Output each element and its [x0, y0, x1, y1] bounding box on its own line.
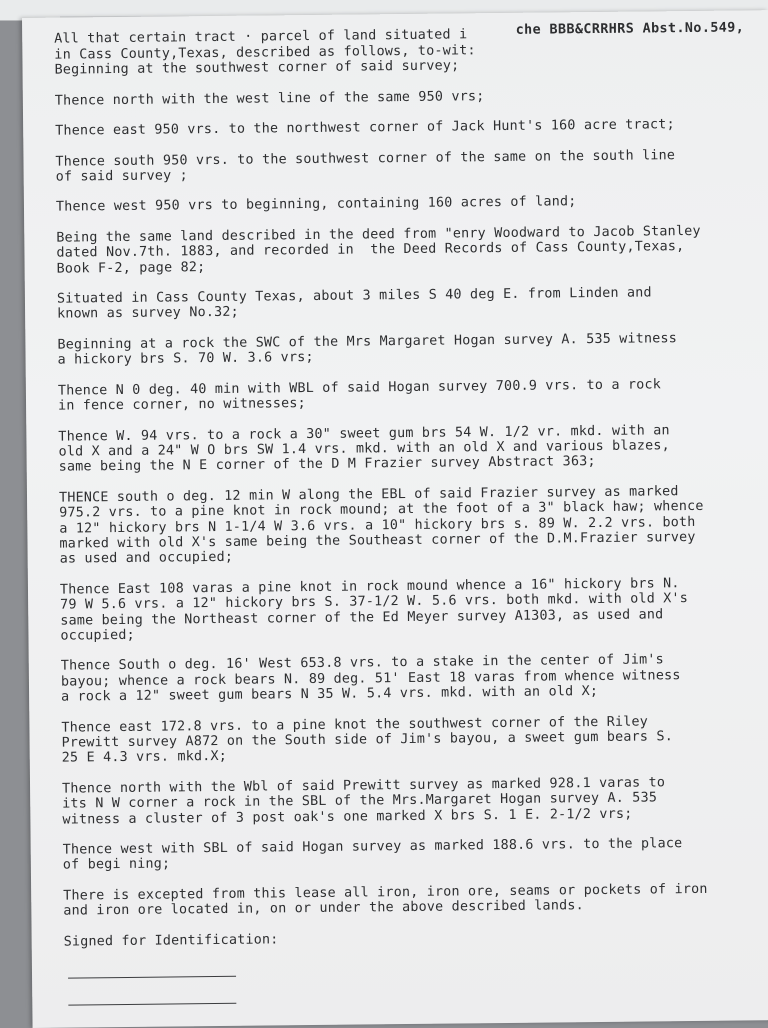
signature-line [68, 1003, 236, 1006]
text-line: a hickory brs S. 70 W. 3.6 vrs; [57, 350, 314, 368]
text-line: Prewitt survey A872 on the South side of Jim's bayou, a sweet gum bears S. [61, 729, 674, 751]
signed-label: Signed for Identification: [63, 932, 279, 950]
paragraph [56, 223, 746, 276]
paragraphs [54, 40, 753, 919]
text-line: bayou; whence a rock bears N. 89 deg. 51' East 18 varas from whence witness [60, 667, 681, 690]
text-line: a 12" hickory brs N 1-1/4 W 3.6 vrs. a 10" hickory brs s. 89 W. 2.2 vrs. both [59, 514, 696, 537]
paragraph [55, 86, 745, 109]
text-line: Thence north with the west line of the same 950 vrs; [54, 88, 485, 109]
text-line: dated Nov.7th. 1883, and recorded in the Deed Records of Cass County,Texas, [56, 239, 685, 261]
paragraph [57, 330, 747, 368]
text-line: same being the N E corner of the D M Frazier survey Abstract 363; [58, 454, 596, 475]
text-line: marked with old X's same being the Southeast corner of the D.M.Frazier survey [59, 529, 696, 552]
text-line: in Cass County,Texas, described as follows, to-wit: [54, 43, 476, 63]
text-line: 79 W 5.6 vrs. a 12" hickory brs S. 37-1/2 W. 5.6 vrs. both mkd. with old X's [60, 591, 689, 613]
text-line: Thence N 0 deg. 40 min with WBL of said Hogan survey 700.9 vrs. to a rock [57, 377, 662, 399]
text-line: and iron ore located in, on or under the above described lands. [63, 898, 584, 919]
paragraph [60, 575, 751, 644]
text-line: of begi ning; [62, 856, 171, 874]
paragraph [59, 483, 750, 567]
paragraph [58, 376, 748, 414]
text-line: Being the same land described in the deed from "enry Woodward to Jacob Stanley [56, 223, 701, 246]
text-line: Thence south 950 vrs. to the southwest corner of the same on the south line [55, 147, 676, 170]
text-line: its N W corner a rock in the SBL of the Mrs.Margaret Hogan survey A. 535 [62, 790, 658, 812]
header-text-left: All that certain tract · parcel of land situated i [54, 27, 468, 47]
text-line: Situated in Cass County Texas, about 3 miles S 40 deg E. from Linden and [56, 285, 652, 307]
text-line: occupied; [60, 627, 135, 644]
abstract-number: che BBB&CRRHRS Abst.No.549, [515, 20, 745, 38]
paragraph [61, 713, 751, 766]
paragraph [63, 835, 753, 873]
text-line: Thence west with SBL of said Hogan survey as marked 188.6 vrs. to the place [62, 836, 683, 858]
text-line: Thence South o deg. 16' West 653.8 vrs. to a stake in the center of Jim's [60, 652, 664, 675]
text-line: a rock a 12" sweet gum bears N 35 W. 5.4 vrs. mkd. with an old X; [61, 684, 599, 705]
legal-description [54, 20, 754, 1005]
text-line: known as survey No.32; [57, 305, 239, 323]
paragraph [62, 774, 752, 827]
text-line: Beginning at a rock the SWC of the Mrs Margaret Hogan survey A. 535 witness [57, 331, 678, 353]
text-line: Thence west 950 vrs to beginning, containing 160 acres of land; [55, 194, 577, 216]
document-page [22, 10, 768, 1028]
text-line: Book F-2, page 82; [56, 259, 206, 277]
text-line: old X and a 24" W O brs SW 1.4 vrs. mkd. with an old X and various blazes, [58, 438, 670, 460]
paragraph [57, 284, 747, 322]
text-line: There is excepted from this lease all iron, iron ore, seams or pockets of iron [63, 881, 708, 904]
paragraph [63, 881, 753, 919]
paragraph [55, 147, 745, 185]
paragraph [58, 422, 748, 475]
text-line: Thence W. 94 vrs. to a rock a 30" sweet gum brs 54 W. 1/2 vr. mkd. with an [58, 422, 670, 445]
signature-line [68, 976, 236, 979]
paragraph [55, 117, 745, 140]
text-line: Thence east 950 vrs. to the northwest corner of Jack Hunt's 160 acre tract; [55, 117, 675, 139]
text-line: THENCE south o deg. 12 min W along the EBL of said Frazier survey as marked [58, 483, 679, 506]
text-line: Thence east 172.8 vrs. to a pine knot the southwest corner of the Riley [61, 714, 649, 736]
paragraph [61, 652, 751, 705]
text-line: as used and occupied; [59, 550, 234, 567]
text-line: witness a cluster of 3 post oak's one marked X brs S. 1 E. 2-1/2 vrs; [62, 806, 633, 828]
text-line: same being the Northeast corner of the Ed Meyer survey A1303, as used and [60, 606, 664, 629]
text-line: Beginning at the southwest corner of said survey; [54, 58, 460, 79]
text-line: Thence East 108 varas a pine knot in rock mound whence a 16" hickory brs N. [59, 575, 680, 598]
text-line: of said survey ; [55, 168, 188, 185]
text-line: in fence corner, no witnesses; [57, 396, 306, 414]
text-line: 975.2 vrs. to a pine knot in rock mound; at the foot of a 3" black haw; whence [59, 499, 704, 521]
text-line: Thence north with the Wbl of said Prewitt survey as marked 928.1 varas to [61, 775, 666, 797]
text-line: 25 E 4.3 vrs. mkd.X; [61, 749, 228, 767]
paragraph [56, 193, 746, 216]
